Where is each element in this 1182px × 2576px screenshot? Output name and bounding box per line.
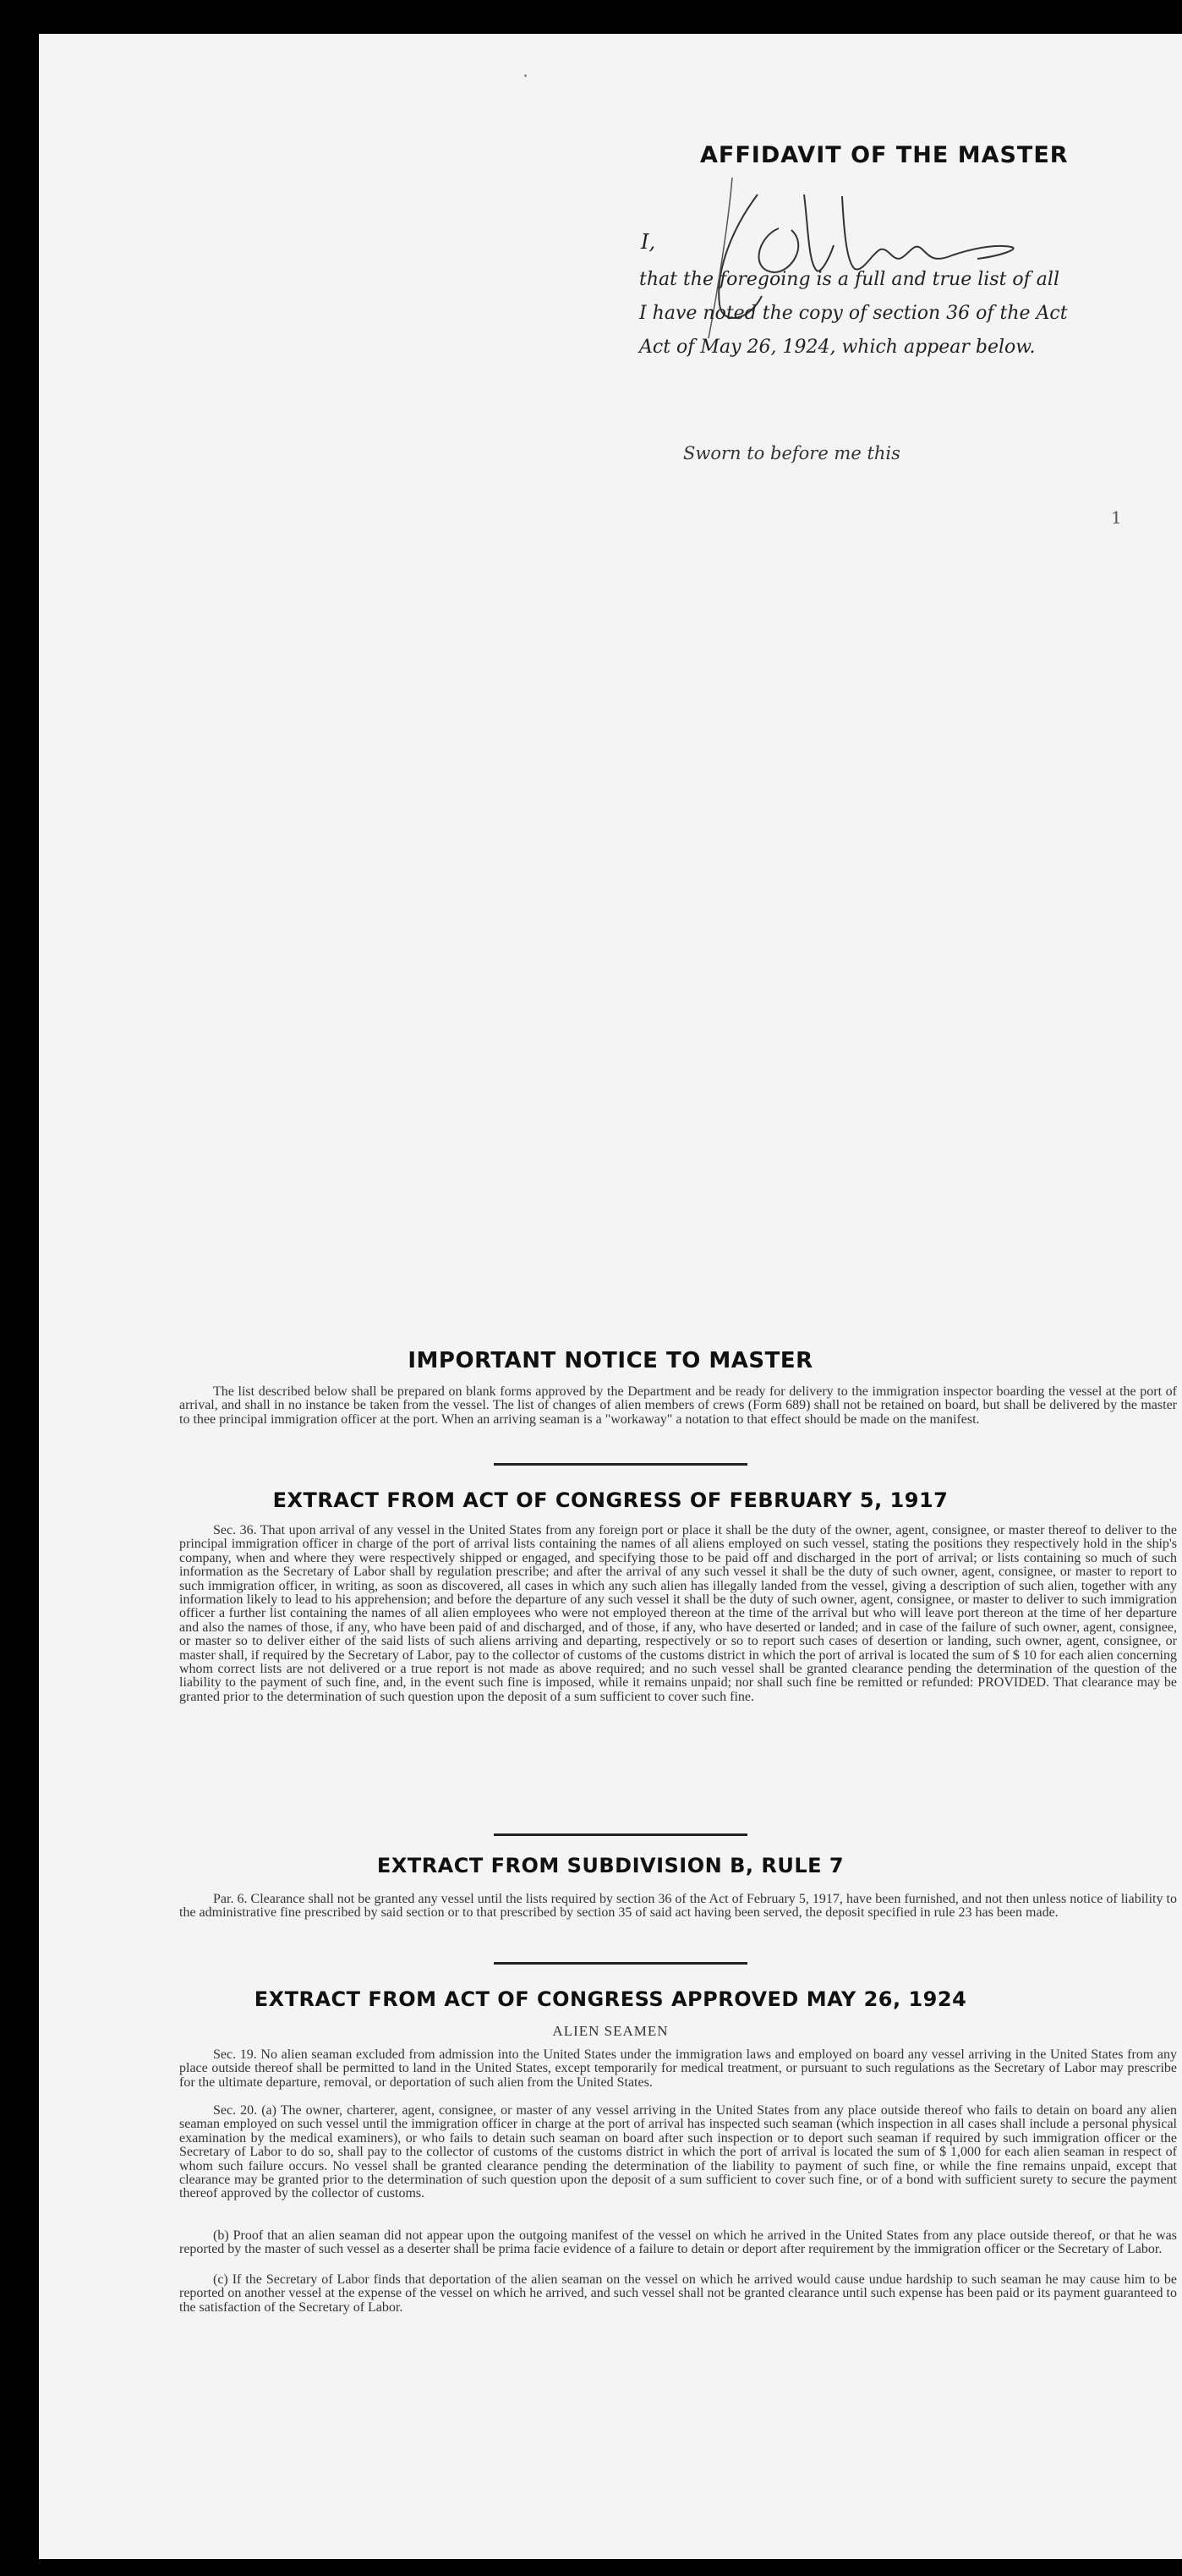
divider-1 bbox=[494, 1463, 747, 1466]
affidavit-line-3: Act of May 26, 1924, which appear below. bbox=[639, 337, 1036, 358]
sec-20b-text: (b) Proof that an alien seaman did not appear upon the outgoing manifest of the vessel on which he arrived in the United States from any place outside thereof, or that he was reported by the master of such vessel as a deserter shall be prima facie evidence of a failure to detain or deport after requirement by the immigration officer or the Secretary of Labor. bbox=[179, 2228, 1177, 2257]
affidavit-line-2: I have noted the copy of section 36 of the Act bbox=[639, 303, 1068, 324]
notice-title: IMPORTANT NOTICE TO MASTER bbox=[408, 1348, 813, 1373]
affidavit-i-label: I, bbox=[641, 230, 656, 254]
sworn-line: Sworn to before me this bbox=[683, 443, 900, 463]
rule7-title: EXTRACT FROM SUBDIVISION B, RULE 7 bbox=[376, 1854, 845, 1877]
speck bbox=[524, 74, 527, 77]
notice-text: The list described below shall be prepared on blank forms approved by the Department and be ready for delivery to the immigration inspector boarding the vessel at the port of arrival, and shall in no instance be taken from the vessel. The list of changes of alien members of crews (Form 689) shall not be retained on board, but shall be delivered by the master to thee principal immigration officer at the port. When an arriving seaman is a "workaway" a notation to that effect should be made on the manifest. bbox=[179, 1384, 1177, 1427]
affidavit-line-1: that the foregoing is a full and true list of all bbox=[639, 269, 1059, 290]
sec-20a-text: Sec. 20. (a) The owner, charterer, agent, consignee, or master of any vessel arriving in the United States from any place outside thereof who fails to detain on board any alien seaman employed on such vessel until the immigration officer in charge at the port of arrival has inspected such seaman (which inspection in all cases shall include a personal physical examination by the medical examiners), or who fails to detain such seaman on board after such inspection or to deport such seaman if required by such immigration officer or the Secretary of Labor to do so, shall pay to the collector of customs of the customs district in which the port of arrival is located the sum of $ 1,000 for each alien seaman in respect of whom such failure occurs. No vessel shall be granted clearance pending the determination of the liability to payment of such fine, or while the fine remains unpaid, except that clearance may be granted prior to the determination of such question upon the deposit of a sum sufficient to cover such fine, or of a bond with sufficient surety to secure the payment thereof approved by the collector of customs. bbox=[179, 2103, 1177, 2201]
document-page bbox=[39, 34, 1182, 2559]
extract-1917-text: Sec. 36. That upon arrival of any vessel in the United States from any foreign port or place it shall be the duty of the owner, agent, consignee, or master thereof to deliver to the principal immigration officer in charge of the port of arrival lists containing the names of all aliens employed on such vessel, stating the positions they respectively hold in the ship's company, when and where they were respectively shipped or engaged, and specifying those to be paid off and discharged in the port of arrival; or lists containing so much of such information as the Secretary of Labor shall by regulation prescribe; and after the arrival of any such vessel it shall be the duty of such owner, agent, consignee, or master to report to such immigration officer, in writing, as soon as discovered, all cases in which any such alien has illegally landed from the vessel, giving a description of such alien, together with any information likely to lead to his apprehension; and before the departure of any such vessel it shall be the duty of such owner, agent, consignee, or master to deliver to such immigration officer a further list containing the names of all alien employees who were not employed thereon at the time of the arrival but who will leave port thereon at the time of her departure and also the names of those, if any, who have been paid of and discharged, and of those, if any, who have deserted or landed; and in case of the failure of such owner, agent, consignee, or master so to deliver either of the said lists of such aliens arriving and departing, respectively or so to report such cases of desertion or landing, such owner, agent, consignee, or master shall, if required by the Secretary of Labor, pay to the collector of customs of the customs district in which the port of arrival is located the sum of $ 10 for each alien concerning whom correct lists are not delivered or a true report is not made as above required; and no such vessel shall be granted clearance pending the determination of the question of the liability to the payment of such fine, and, in the event such fine is imposed, while it remains unpaid; nor shall such fine be remitted or refunded: PROVIDED. That clearance may be granted prior to the determination of such question upon the deposit of a sum sufficient to cover such fine. bbox=[179, 1523, 1177, 1704]
extract-1924-title: EXTRACT FROM ACT OF CONGRESS APPROVED MAY 26, 1924 bbox=[254, 1987, 967, 2011]
divider-2 bbox=[494, 1833, 747, 1836]
alien-seamen-subheading: ALIEN SEAMEN bbox=[552, 2023, 669, 2039]
edge-mark: 1 bbox=[1111, 507, 1122, 528]
sec-19-text: Sec. 19. No alien seaman excluded from admission into the United States under the immigration laws and employed on board any vessel arriving in the United States from any place outside thereof shall be permitted to land in the United States, except temporarily for medical treatment, or pursuant to such regulations as the Secretary of Labor may prescribe for the ultimate departure, removal, or deportation of such alien from the United States. bbox=[179, 2047, 1177, 2090]
extract-1917-title: EXTRACT FROM ACT OF CONGRESS OF FEBRUARY 5, 1917 bbox=[272, 1488, 949, 1512]
rule7-text: Par. 6. Clearance shall not be granted any vessel until the lists required by section 36 of the Act of February 5, 1917, have been furnished, and not then unless notice of liability to the administrative fine prescribed by said section or to that prescribed by section 35 of said act having been served, the deposit specified in rule 23 has been made. bbox=[179, 1892, 1177, 1921]
divider-3 bbox=[494, 1962, 747, 1965]
affidavit-title: AFFIDAVIT OF THE MASTER bbox=[700, 142, 1069, 168]
sec-20c-text: (c) If the Secretary of Labor finds that deportation of the alien seaman on the vessel on which he arrived would cause undue hardship to such seaman he may cause him to be reported on another vessel at the expense of the vessel on which he arrived, and such vessel shall not be granted clearance until such expense has been paid or its payment guaranteed to the satisfaction of the Secretary of Labor. bbox=[179, 2272, 1177, 2315]
